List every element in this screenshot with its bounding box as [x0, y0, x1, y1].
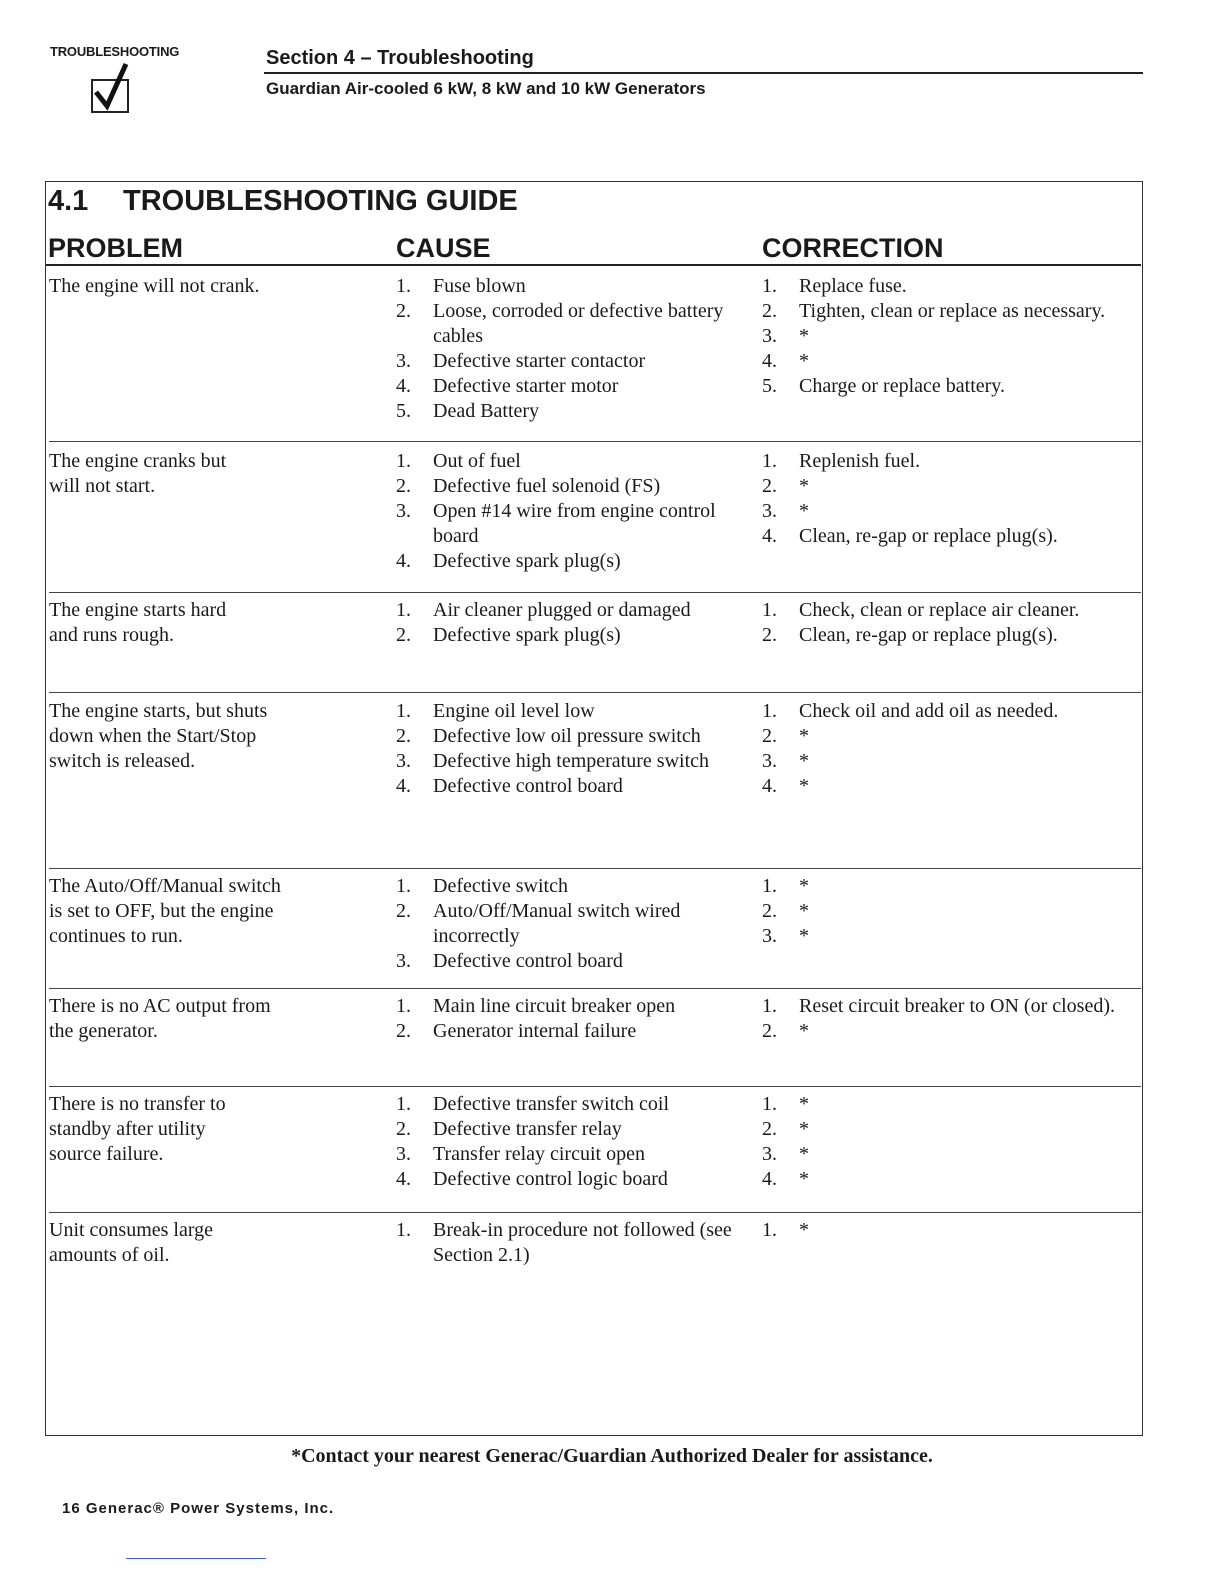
correction-item — [762, 449, 1142, 474]
correction-number: 1. — [762, 1219, 777, 1241]
correction-item — [762, 1167, 1142, 1192]
correction-text: Replenish fuel. — [799, 450, 921, 472]
correction-number: 1. — [762, 599, 777, 621]
correction-item — [762, 499, 1142, 524]
correction-cell — [762, 1092, 1142, 1192]
correction-item — [762, 1019, 1142, 1044]
cause-text: Break-in procedure not followed (see Section 2.1) — [433, 1219, 732, 1266]
correction-number: 2. — [762, 725, 777, 747]
cause-text: Generator internal failure — [433, 1020, 637, 1042]
cause-number: 1. — [396, 1219, 411, 1241]
cause-item — [396, 474, 756, 499]
correction-text: Clean, re-gap or replace plug(s). — [799, 525, 1058, 547]
correction-item — [762, 899, 1142, 924]
correction-number: 5. — [762, 375, 777, 397]
cause-text: Defective transfer relay — [433, 1118, 622, 1140]
correction-number: 1. — [762, 275, 777, 297]
cause-item — [396, 449, 756, 474]
correction-number: 1. — [762, 1093, 777, 1115]
cause-number: 2. — [396, 1020, 411, 1042]
correction-item — [762, 724, 1142, 749]
cause-item — [396, 598, 756, 623]
problem-cell — [49, 449, 379, 499]
cause-text: Defective spark plug(s) — [433, 624, 621, 646]
correction-cell — [762, 449, 1142, 549]
correction-number: 1. — [762, 700, 777, 722]
cause-number: 4. — [396, 550, 411, 572]
cause-item — [396, 374, 756, 399]
correction-item — [762, 774, 1142, 799]
cause-number: 1. — [396, 995, 411, 1017]
correction-item — [762, 324, 1142, 349]
cause-cell — [396, 1092, 756, 1192]
cause-cell — [396, 874, 756, 974]
correction-text: * — [799, 325, 809, 347]
cause-number: 3. — [396, 1143, 411, 1165]
correction-text: * — [799, 1020, 809, 1042]
cause-item — [396, 1117, 756, 1142]
footer-link-rule — [126, 1558, 266, 1559]
correction-cell — [762, 994, 1142, 1044]
problem-text: standby after utility — [49, 1118, 206, 1140]
correction-number: 3. — [762, 325, 777, 347]
correction-item — [762, 749, 1142, 774]
row-divider — [49, 868, 1141, 869]
problem-text: is set to OFF, but the engine — [49, 900, 274, 922]
correction-number: 2. — [762, 300, 777, 322]
correction-item — [762, 474, 1142, 499]
problem-text: Unit consumes large — [49, 1219, 214, 1241]
problem-text: down when the Start/Stop — [49, 725, 257, 747]
cause-number: 3. — [396, 750, 411, 772]
page-footer: 16 Generac® Power Systems, Inc. — [62, 1500, 335, 1517]
correction-number: 4. — [762, 350, 777, 372]
row-divider — [49, 441, 1141, 442]
correction-item — [762, 623, 1142, 648]
problem-text: There is no transfer to — [49, 1093, 226, 1115]
checkmark-icon — [90, 60, 130, 114]
cause-item — [396, 949, 756, 974]
correction-cell — [762, 874, 1142, 949]
cause-cell — [396, 449, 756, 574]
section-title: Section 4 – Troubleshooting — [266, 47, 534, 69]
cause-text: Engine oil level low — [433, 700, 595, 722]
cause-number: 5. — [396, 400, 411, 422]
correction-number: 2. — [762, 475, 777, 497]
cause-number: 2. — [396, 900, 411, 922]
problem-text: will not start. — [49, 475, 156, 497]
problem-text: and runs rough. — [49, 624, 174, 646]
cause-number: 4. — [396, 775, 411, 797]
correction-item — [762, 524, 1142, 549]
correction-item — [762, 1092, 1142, 1117]
correction-text: * — [799, 900, 809, 922]
correction-item — [762, 699, 1142, 724]
cause-number: 2. — [396, 624, 411, 646]
correction-number: 2. — [762, 624, 777, 646]
section-rule — [264, 72, 1143, 74]
cause-number: 1. — [396, 450, 411, 472]
header-problem: PROBLEM — [48, 233, 183, 263]
row-divider — [49, 592, 1141, 593]
cause-number: 3. — [396, 500, 411, 522]
cause-number: 2. — [396, 475, 411, 497]
correction-item — [762, 374, 1142, 399]
cause-item — [396, 1019, 756, 1044]
cause-item — [396, 1167, 756, 1192]
correction-item — [762, 299, 1142, 324]
cause-text: Defective control board — [433, 775, 623, 797]
problem-text: There is no AC output from — [49, 995, 271, 1017]
correction-text: * — [799, 1118, 809, 1140]
header-cause: CAUSE — [396, 233, 491, 263]
correction-text: * — [799, 1093, 809, 1115]
correction-text: Tighten, clean or replace as necessary. — [799, 300, 1106, 322]
cause-text: Defective control board — [433, 950, 623, 972]
cause-item — [396, 1218, 756, 1268]
cause-text: Out of fuel — [433, 450, 521, 472]
correction-number: 4. — [762, 775, 777, 797]
cause-text: Fuse blown — [433, 275, 526, 297]
cause-number: 2. — [396, 1118, 411, 1140]
correction-text: * — [799, 475, 809, 497]
cause-item — [396, 749, 756, 774]
correction-text: Replace fuse. — [799, 275, 907, 297]
cause-text: Defective control logic board — [433, 1168, 668, 1190]
correction-cell — [762, 1218, 1142, 1243]
cause-number: 1. — [396, 1093, 411, 1115]
guide-number: 4.1 — [48, 185, 89, 217]
cause-item — [396, 349, 756, 374]
correction-cell — [762, 274, 1142, 399]
problem-cell — [49, 874, 379, 949]
cause-number: 4. — [396, 375, 411, 397]
problem-text: switch is released. — [49, 750, 196, 772]
correction-number: 3. — [762, 1143, 777, 1165]
cause-text: Loose, corroded or defective battery cables — [433, 300, 724, 347]
problem-text: source failure. — [49, 1143, 164, 1165]
correction-text: * — [799, 725, 809, 747]
cause-item — [396, 549, 756, 574]
cause-number: 1. — [396, 875, 411, 897]
problem-cell — [49, 1218, 379, 1268]
cause-number: 3. — [396, 350, 411, 372]
correction-number: 2. — [762, 1020, 777, 1042]
troubleshooting-tag: TROUBLESHOOTING — [50, 44, 180, 59]
cause-item — [396, 899, 756, 949]
correction-text: Check oil and add oil as needed. — [799, 700, 1059, 722]
correction-text: * — [799, 500, 809, 522]
cause-item — [396, 274, 756, 299]
problem-text: The Auto/Off/Manual switch — [49, 875, 281, 897]
problem-text: amounts of oil. — [49, 1244, 170, 1266]
cause-text: Defective starter contactor — [433, 350, 646, 372]
problem-text: The engine will not crank. — [49, 275, 260, 297]
correction-item — [762, 349, 1142, 374]
correction-cell — [762, 699, 1142, 799]
cause-text: Open #14 wire from engine control board — [433, 500, 716, 547]
correction-text: * — [799, 1168, 809, 1190]
correction-cell — [762, 598, 1142, 648]
problem-cell — [49, 994, 379, 1044]
row-divider — [49, 1086, 1141, 1087]
correction-item — [762, 924, 1142, 949]
correction-text: * — [799, 750, 809, 772]
correction-text: * — [799, 1143, 809, 1165]
correction-text: * — [799, 350, 809, 372]
cause-cell — [396, 274, 756, 424]
cause-number: 2. — [396, 725, 411, 747]
cause-text: Defective transfer switch coil — [433, 1093, 670, 1115]
cause-item — [396, 399, 756, 424]
correction-item — [762, 994, 1142, 1019]
header-rule — [46, 264, 1141, 266]
cause-number: 3. — [396, 950, 411, 972]
cause-text: Defective spark plug(s) — [433, 550, 621, 572]
problem-text: The engine cranks but — [49, 450, 227, 472]
cause-item — [396, 874, 756, 899]
correction-text: Charge or replace battery. — [799, 375, 1006, 397]
cause-text: Defective starter motor — [433, 375, 619, 397]
correction-number: 2. — [762, 1118, 777, 1140]
cause-text: Defective low oil pressure switch — [433, 725, 701, 747]
correction-number: 4. — [762, 1168, 777, 1190]
cause-text: Defective switch — [433, 875, 568, 897]
header-correction: CORRECTION — [762, 233, 944, 263]
correction-number: 3. — [762, 925, 777, 947]
correction-item — [762, 1218, 1142, 1243]
correction-number: 2. — [762, 900, 777, 922]
correction-number: 1. — [762, 450, 777, 472]
cause-text: Defective fuel solenoid (FS) — [433, 475, 661, 497]
correction-number: 1. — [762, 995, 777, 1017]
correction-item — [762, 274, 1142, 299]
guide-title-text: TROUBLESHOOTING GUIDE — [123, 185, 518, 217]
correction-text: * — [799, 925, 809, 947]
problem-cell — [49, 598, 379, 648]
problem-cell — [49, 1092, 379, 1167]
guide-title — [48, 185, 518, 218]
correction-text: Clean, re-gap or replace plug(s). — [799, 624, 1058, 646]
problem-text: The engine starts hard — [49, 599, 227, 621]
correction-number: 4. — [762, 525, 777, 547]
correction-item — [762, 1117, 1142, 1142]
cause-number: 4. — [396, 1168, 411, 1190]
correction-item — [762, 1142, 1142, 1167]
cause-item — [396, 774, 756, 799]
cause-number: 1. — [396, 275, 411, 297]
cause-item — [396, 1142, 756, 1167]
correction-text: Reset circuit breaker to ON (or closed). — [799, 995, 1115, 1017]
row-divider — [49, 1212, 1141, 1213]
correction-text: Check, clean or replace air cleaner. — [799, 599, 1080, 621]
cause-text: Main line circuit breaker open — [433, 995, 676, 1017]
problem-text: The engine starts, but shuts — [49, 700, 268, 722]
cause-cell — [396, 1218, 756, 1268]
problem-cell — [49, 274, 379, 299]
section-subtitle: Guardian Air-cooled 6 kW, 8 kW and 10 kW Generators — [266, 79, 706, 98]
cause-item — [396, 299, 756, 349]
problem-text: the generator. — [49, 1020, 158, 1042]
correction-item — [762, 598, 1142, 623]
cause-item — [396, 699, 756, 724]
cause-cell — [396, 699, 756, 799]
correction-text: * — [799, 1219, 809, 1241]
cause-item — [396, 994, 756, 1019]
cause-number: 1. — [396, 700, 411, 722]
cause-text: Dead Battery — [433, 400, 540, 422]
correction-text: * — [799, 775, 809, 797]
cause-cell — [396, 598, 756, 648]
dealer-footnote: *Contact your nearest Generac/Guardian Authorized Dealer for assistance. — [291, 1445, 933, 1467]
cause-number: 2. — [396, 300, 411, 322]
correction-number: 3. — [762, 750, 777, 772]
cause-cell — [396, 994, 756, 1044]
troubleshooting-guide — [45, 181, 1143, 1436]
cause-item — [396, 724, 756, 749]
cause-text: Defective high temperature switch — [433, 750, 709, 772]
correction-item — [762, 874, 1142, 899]
cause-number: 1. — [396, 599, 411, 621]
problem-text: continues to run. — [49, 925, 183, 947]
correction-number: 3. — [762, 500, 777, 522]
correction-number: 1. — [762, 875, 777, 897]
cause-item — [396, 623, 756, 648]
cause-item — [396, 499, 756, 549]
cause-text: Auto/Off/Manual switch wired incorrectly — [433, 900, 681, 947]
problem-cell — [49, 699, 379, 774]
row-divider — [49, 988, 1141, 989]
correction-text: * — [799, 875, 809, 897]
cause-item — [396, 1092, 756, 1117]
cause-text: Transfer relay circuit open — [433, 1143, 645, 1165]
cause-text: Air cleaner plugged or damaged — [433, 599, 691, 621]
row-divider — [49, 692, 1141, 693]
